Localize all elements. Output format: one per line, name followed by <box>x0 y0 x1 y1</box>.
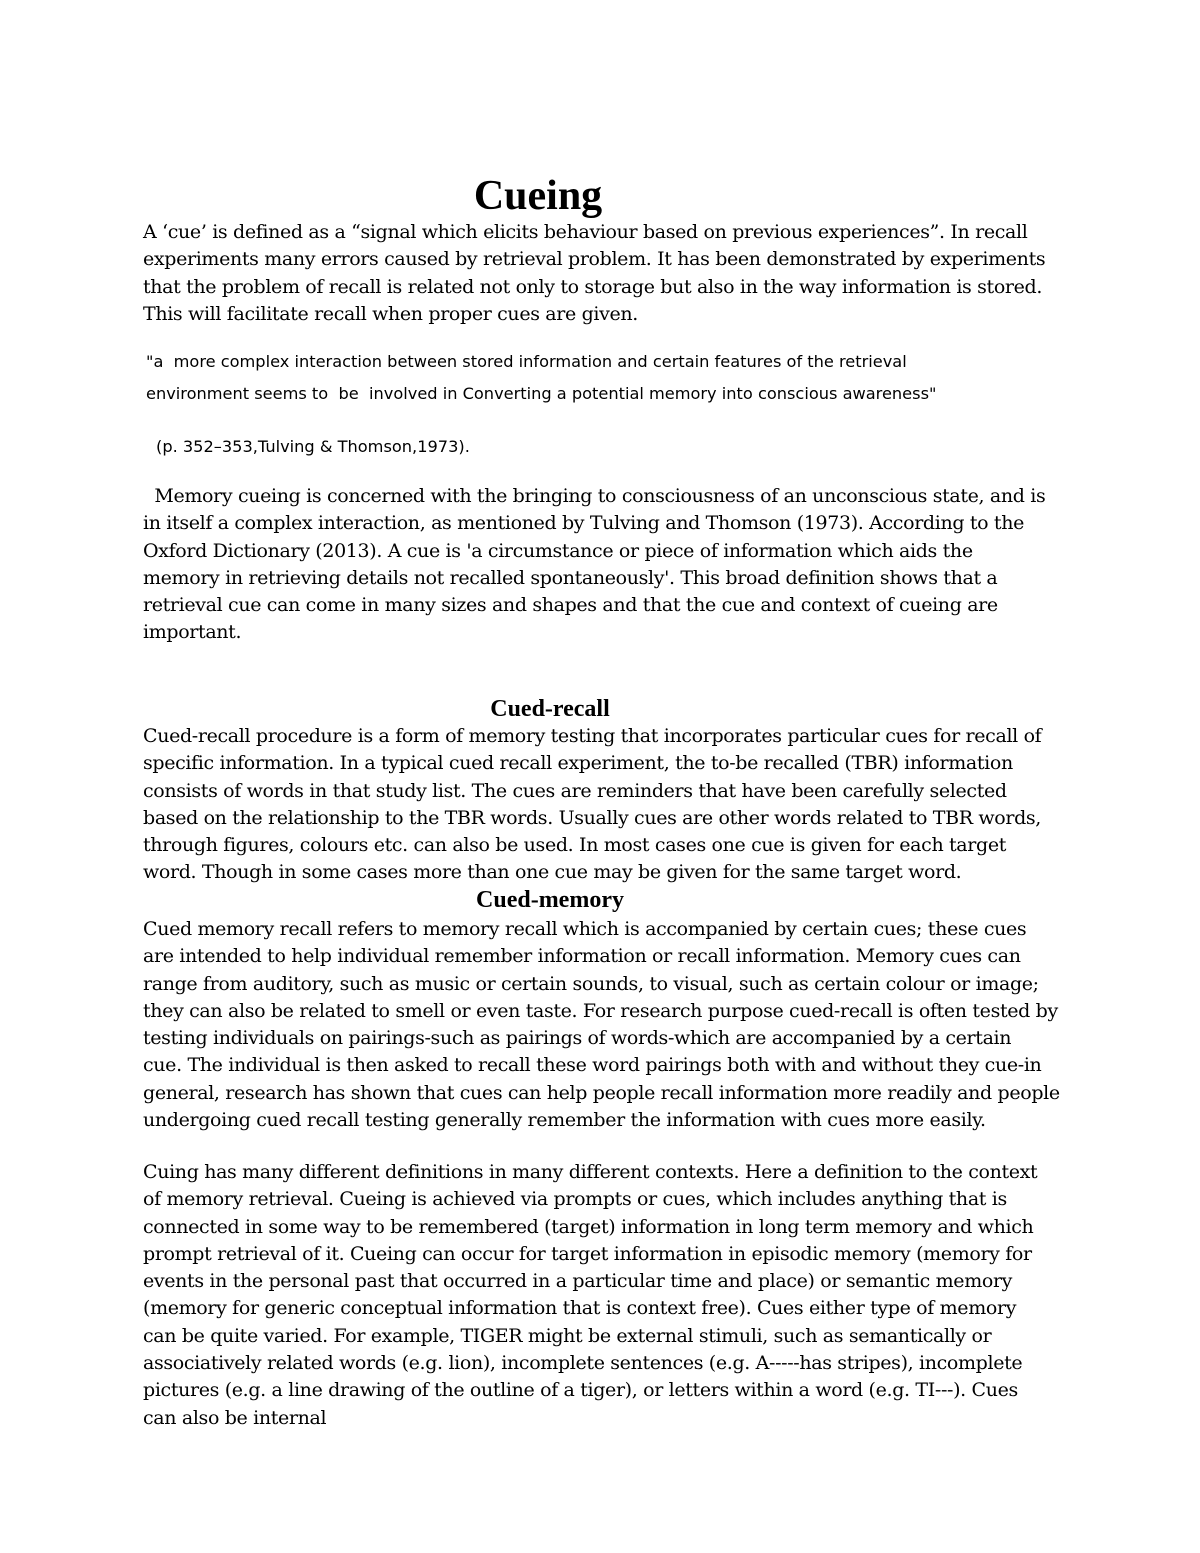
cuing-definitions-paragraph: Cuing has many different definitions in many different contexts. Here a definition to the context of memory retrieval. Cueing is achieved via prompts or cues, which includes anything that is connected in some way to be remembered (target) information in long term memory and which prompt retrieval of it. Cueing can occur for target information in episodic memory (memory for events in the personal past that occurred in a particular time and place) or semantic memory (memory for generic conceptual information that is context free). Cues either type of memory can be quite varied. For example, TIGER might be external stimuli, such as semantically or associatively related words (e.g. lion), incomplete sentences (e.g. A-----has stripes), incomplete pictures (e.g. a line drawing of the outline of a tiger), or letters within a word (e.g. TI---). Cues can also be internal <box>143 1161 1038 1429</box>
cued-recall-paragraph: Cued-recall procedure is a form of memory testing that incorporates particular cues for recall of specific information. In a typical cued recall experiment, the to-be recalled (TBR) information consists of words in that study list. The cues are reminders that have been carefully selected based on the relationship to the TBR words. Usually cues are other words related to TBR words, through figures, colours etc. can also be used. In most cases one cue is given for each target word. Though in some cases more than one cue may be given for the same target word. <box>143 725 1042 884</box>
cued-memory-paragraph: Cued memory recall refers to memory recall which is accompanied by certain cues; these cues are intended to help individual remember information or recall information. Memory cues can range from auditory, such as music or certain sounds, to visual, such as certain colour or image; they can also be related to smell or even taste. For research purpose cued-recall is often tested by testing individuals on pairings-such as pairings of words-which are accompanied by a certain cue. The individual is then asked to recall these word pairings both with and without they cue-in general, research has shown that cues can help people recall information more readily and people undergoing cued recall testing generally remember the information with cues more easily. <box>143 918 1060 1132</box>
memory-cueing-paragraph: Memory cueing is concerned with the bringing to consciousness of an unconscious state, and is in itself a complex interaction, as mentioned by Tulving and Thomson (1973). According to the Oxford Dictionary (2013). A cue is 'a circumstance or piece of information which aids the memory in retrieving details not recalled spontaneously'. This broad definition shows that a retrieval cue can come in many sizes and shapes and that the cue and context of cueing are important. <box>143 485 1046 644</box>
document-title: Cueing <box>473 173 603 219</box>
intro-paragraph: A ‘cue’ is defined as a “signal which elicits behaviour based on previous experiences”. In recall experiments many errors caused by retrieval problem. It has been demonstrated by experiments that the problem of recall is related not only to storage but also in the way information is stored. This will facilitate recall when proper cues are given. <box>143 221 1046 325</box>
quote-citation: (p. 352–353,Tulving & Thomson,1973). <box>156 437 470 456</box>
heading-cued-recall: Cued-recall <box>490 696 610 722</box>
quote-block: "a more complex interaction between stored information and certain features of the retrieval environment seems to be involved in Converting a potential memory into conscious awareness" <box>146 352 937 403</box>
heading-cued-memory: Cued-memory <box>476 887 624 913</box>
